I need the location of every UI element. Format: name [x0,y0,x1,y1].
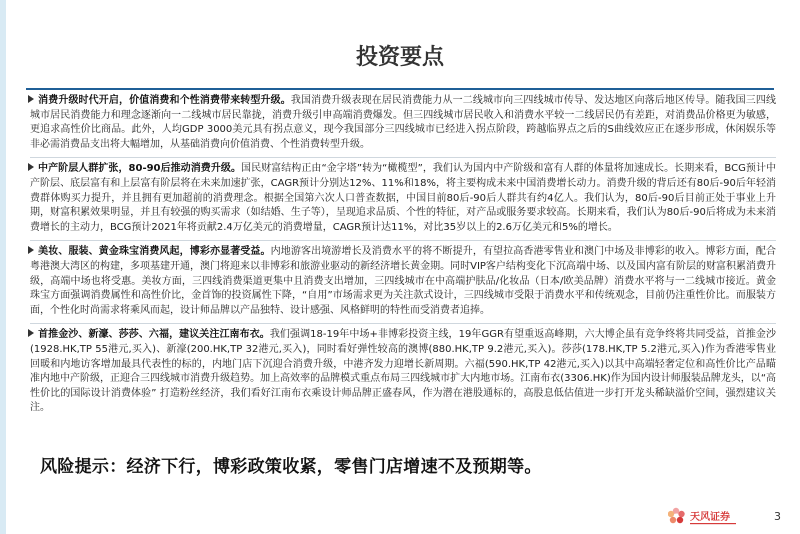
page-number: 3 [774,510,781,523]
bullet-arrow-icon [28,163,34,171]
section-divider [30,323,776,324]
section-body: 我们强调18-19年中场+非博彩投资主线，19年GGR有望重返高峰期，六大博企虽有竞争终将共同受益，首推金沙(1928.HK,TP 55港元,买入)、新濠(200.HK,TP 32港元,买入)，同时看好弹性较高的澳博(880.HK,TP 9.2港元,买入)。莎莎(178.HK,TP 5.2港元,买入)作为香港零售业回暖和内地访客增加最具代表性的标的，内地门店下沉迎合消费升级，中港齐发力迎增长新周期。六福(590.HK,TP 42港元,买入)以其中高端轻奢定位和高性价比产品瞄准内地中产阶级，正迎合三四线城市消费升级趋势。加上高效率的品牌模式重点布局三四线城市扩大内地市场。江南布衣(3306.HK)作为国内设计师服装品牌龙头，以“高性价比的国际设计消费体验” 打造粉丝经济，我们看好江南布衣乘设计师品牌正盛春风，作为潜在港股通标的，高股息低估值进一步打开龙头稀缺溢价空间，强烈建议关注。 [30,329,777,414]
page-title: 投资要点 [355,45,444,70]
section-lead: 中产阶层人群扩张，80-90后推动消费升级。 [38,163,242,175]
risk-warning: 风险提示：经济下行，博彩政策收紧，零售门店增速不及预期等。 [40,457,542,477]
flower-icon [668,508,685,523]
brand-name: 天风证券 [690,512,730,523]
section-beauty-apparel-jewelry [30,245,776,318]
section-divider [30,157,776,158]
section-body: 我国消费升级表现在居民消费能力从一二线城市向三四线城市传导、发达地区向落后地区传导。随我国三四线城市居民消费能力和理念逐渐向一二线城市居民靠拢，消费升级引申高端消费爆发。但三四线城市居民收入和消费水平较一二线居民仍有差距，对消费品价格更为敏感，更追求高性价比商品。此外，人均GDP 3000美元具有拐点意义，现今我国部分三四线城市已经进入拐点阶段，跨越临界点之后的S曲线效应正在逐步形成，休闲娱乐等非必需消费品支出将大幅增加，从基础消费向价值消费、个性消费转型升级。 [30,95,777,150]
section-middle-class [30,162,776,235]
bullet-arrow-icon [28,95,34,103]
left-accent-bar [0,0,6,534]
section-body: 国民财富结构正由“金字塔”转为“橄榄型”，我们认为国内中产阶级和富有人群的体量将加速成长。长期来看，BCG预计中产阶层、底层富有和上层富有阶层将在未来加速扩张，CAGR预计分别达12%、11%和18%，将主要构成未来中国消费增长动力。消费升级的背后还有80后-90后年轻消费群体购买力提升，并且拥有更加超前的消费理念。根据全国第六次人口普查数据，中国目前80后-90后人群共有约4亿人。我们认为，80后-90后目前正处于事业上升期，财富积累效果明显，并且有较强的购买需求（如结婚、生子等），呈现追求品质、个性的特征，对产品或服务要求较高。长期来看，我们认为80后-90后将成为未来消费增长的主动力，BCG预计2021年将贡献2.4万亿美元的消费增量，CAGR预计达11%，对比35岁以上的2.6万亿美元和5%的增长。 [30,163,777,233]
section-lead: 消费升级时代开启，价值消费和个性消费带来转型升级。 [38,95,291,106]
section-recommendations [30,328,776,416]
bullet-arrow-icon [28,329,34,337]
brand-logo [668,505,754,529]
content-area [30,94,776,421]
section-body: 内地游客出境游增长及消费水平的将不断提升，有望拉高香港零售业和澳门中场及非博彩的收入。博彩方面，配合粤港澳大湾区的构建，多项基建开通，澳门将迎来以非博彩和旅游业驱动的新经济增长黄金期。同时VIP客户结构变化下沉高端中场、以及国内富有阶层的财富积累消费升级，高端中场也将受惠。美妆方面，三四线消费渠道更集中且消费支出增加，三四线城市在中高端护肤品/化妆品（日本/欧美品牌）消费水平将与一二线城市接近。黄金珠宝方面强调消费属性和高性价比，金首饰的投资属性下降，“自用”市场需求更为关注款式设计，三四线城市受限于消费水平和传统观念，目前仍注重性价比。而服装方面，个性化时尚需求将乘风而起，设计师品牌以产品独特、设计感强、风格鲜明的特性而受消费者追捧。 [30,246,777,316]
section-divider [30,240,776,241]
section-lead: 美妆、服装、黄金珠宝消费风起，博彩亦显著受益。 [38,246,271,258]
bullet-arrow-icon [28,246,34,254]
title-underline [26,88,774,90]
section-lead: 首推金沙、新濠、莎莎、六福，建议关注江南布衣。 [38,329,270,341]
section-consumption-upgrade [30,94,776,152]
